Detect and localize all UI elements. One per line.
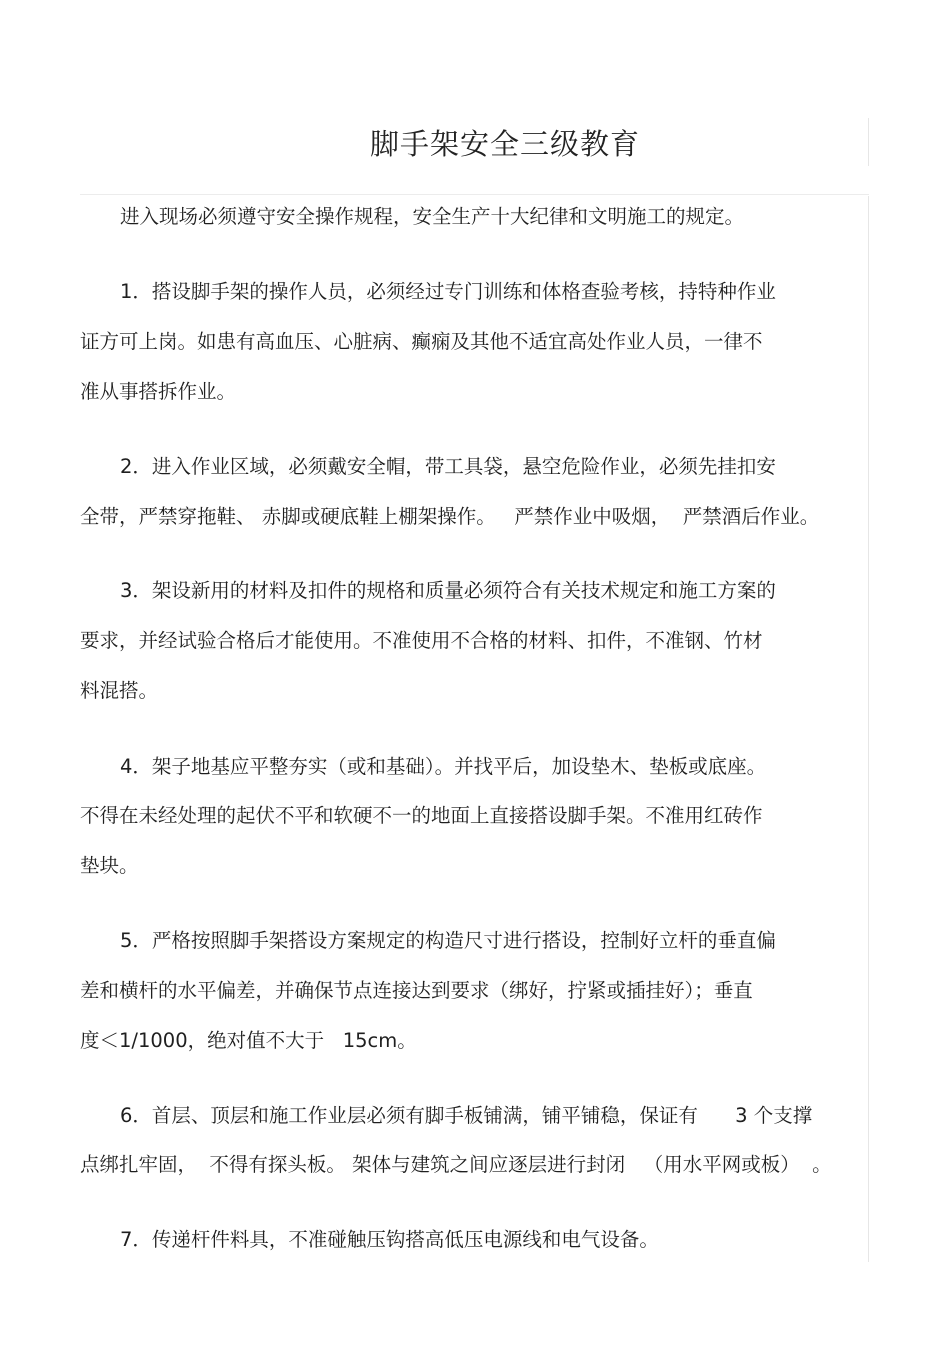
item-2-line-2: 全带，严禁穿拖鞋、 赤脚或硬底鞋上棚架操作。 严禁作业中吸烟， 严禁酒后作业。 [80,505,820,528]
item-4-line-2: 不得在未经处理的起伏不平和软硬不一的地面上直接搭设脚手架。不准用红砖作 [80,804,763,827]
item-2-line-1: 2．进入作业区域，必须戴安全帽，带工具袋，悬空危险作业，必须先挂扣安 [120,455,776,478]
item-3-line-2: 要求，并经试验合格后才能使用。不准使用不合格的材料、扣件，不准钢、竹材 [80,629,763,652]
item-3-line-1: 3．架设新用的材料及扣件的规格和质量必须符合有关技术规定和施工方案的 [120,579,776,602]
margin-line-right [868,196,869,1262]
item-6-line-1: 6．首层、顶层和施工作业层必须有脚手板铺满，铺平铺稳，保证有 3 个支撑 [120,1104,813,1127]
item-1-line-3: 准从事搭拆作业。 [80,380,237,403]
header-rule [80,194,869,195]
item-4-line-3: 垫块。 [80,854,139,877]
intro-line: 进入现场必须遵守安全操作规程，安全生产十大纪律和文明施工的规定。 [120,205,745,228]
item-5-line-3: 度＜1/1000，绝对值不大于 15cm。 [80,1029,417,1052]
item-4-line-1: 4．架子地基应平整夯实（或和基础）。并找平后，加设垫木、垫板或底座。 [120,755,767,778]
item-7-line-1: 7．传递杆件料具，不准碰触压钩搭高低压电源线和电气设备。 [120,1228,659,1251]
item-5-line-1: 5．严格按照脚手架搭设方案规定的构造尺寸进行搭设，控制好立杆的垂直偏 [120,929,776,952]
item-1-line-2: 证方可上岗。如患有高血压、心脏病、癫痫及其他不适宜高处作业人员，一律不 [80,330,763,353]
item-3-line-3: 料混搭。 [80,679,159,702]
item-5-line-2: 差和横杆的水平偏差，并确保节点连接达到要求（绑好，拧紧或插挂好）；垂直 [80,979,753,1002]
item-1-line-1: 1．搭设脚手架的操作人员，必须经过专门训练和体格查验考核，持特种作业 [120,280,776,303]
item-6-line-2: 点绑扎牢固， 不得有探头板。 架体与建筑之间应逐层进行封闭 （用水平网或板） 。 [80,1153,832,1176]
document-title: 脚手架安全三级教育 [369,127,640,161]
